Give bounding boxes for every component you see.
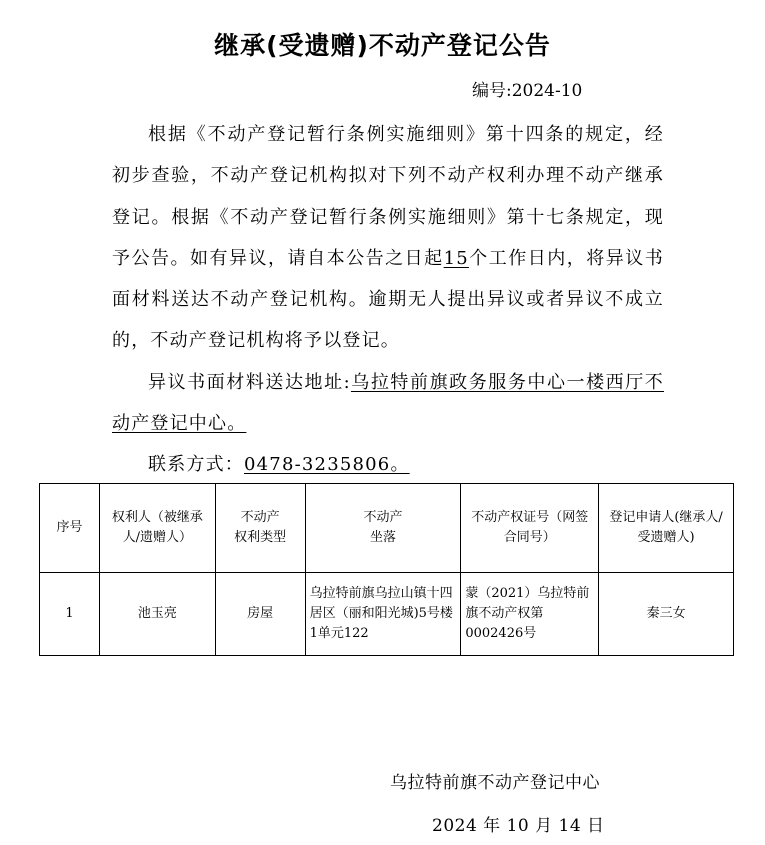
table-header-cell: 不动产 权利类型 [215, 484, 305, 573]
table-header-cell: 不动产 坐落 [305, 484, 461, 573]
table-cell-rights-holder: 池玉亮 [99, 573, 215, 656]
contact-value: 0478-3235806。 [244, 454, 410, 476]
table-row [40, 573, 734, 656]
notice-paragraph-address [112, 362, 664, 445]
notice-text-part-2: 个工作日内，将异议书面材料送达不动产登记机构。逾期无人提出异议或者异议不成立的，不动产登记机构将予以登记。 [112, 247, 665, 352]
notice-paragraph-main [112, 114, 664, 362]
address-value: 乌拉特前旗政务服务中心一楼西厅不动产登记中心。 [112, 371, 665, 435]
table-cell-applicant: 秦三女 [599, 573, 734, 656]
notice-table [39, 483, 734, 656]
table-cell-location: 乌拉特前旗乌拉山镇十四居区（丽和阳光城)5号楼1单元122 [305, 573, 461, 656]
objection-days: 15 [443, 247, 469, 269]
page-title: 继承(受遗赠)不动产登记公告 [214, 31, 551, 60]
address-label: 异议书面材料送达地址: [148, 371, 351, 393]
notice-text-part-1: 根据《不动产登记暂行条例实施细则》第十四条的规定，经初步查验，不动产登记机构拟对下列不动产权利办理不动产继承登记。根据《不动产登记暂行条例实施细则》第十七条规定，现予公告。如有异议，请自本公告之日起 [112, 124, 664, 269]
table-header-cell: 权利人（被继承人/遗赠人） [99, 484, 215, 573]
contact-label: 联系方式： [148, 454, 244, 476]
issuing-organization: 乌拉特前旗不动产登记中心 [390, 773, 600, 793]
table-header-row [40, 484, 734, 573]
table-cell-rights-type: 房屋 [215, 573, 305, 656]
table-header-cell: 不动产权证号（网签合同号） [461, 484, 599, 573]
table-cell-certificate-number: 蒙（2021）乌拉特前旗不动产权第0002426号 [461, 573, 599, 656]
table-cell-index: 1 [40, 573, 100, 656]
issue-date: 2024 年 10 月 14 日 [432, 816, 605, 836]
notice-body [112, 114, 664, 486]
table-header-cell: 序号 [40, 484, 100, 573]
document-number: 编号:2024-10 [472, 81, 583, 101]
notice-paragraph-contact [112, 444, 664, 485]
table-header-cell: 登记申请人(继承人/受遗赠人) [599, 484, 734, 573]
